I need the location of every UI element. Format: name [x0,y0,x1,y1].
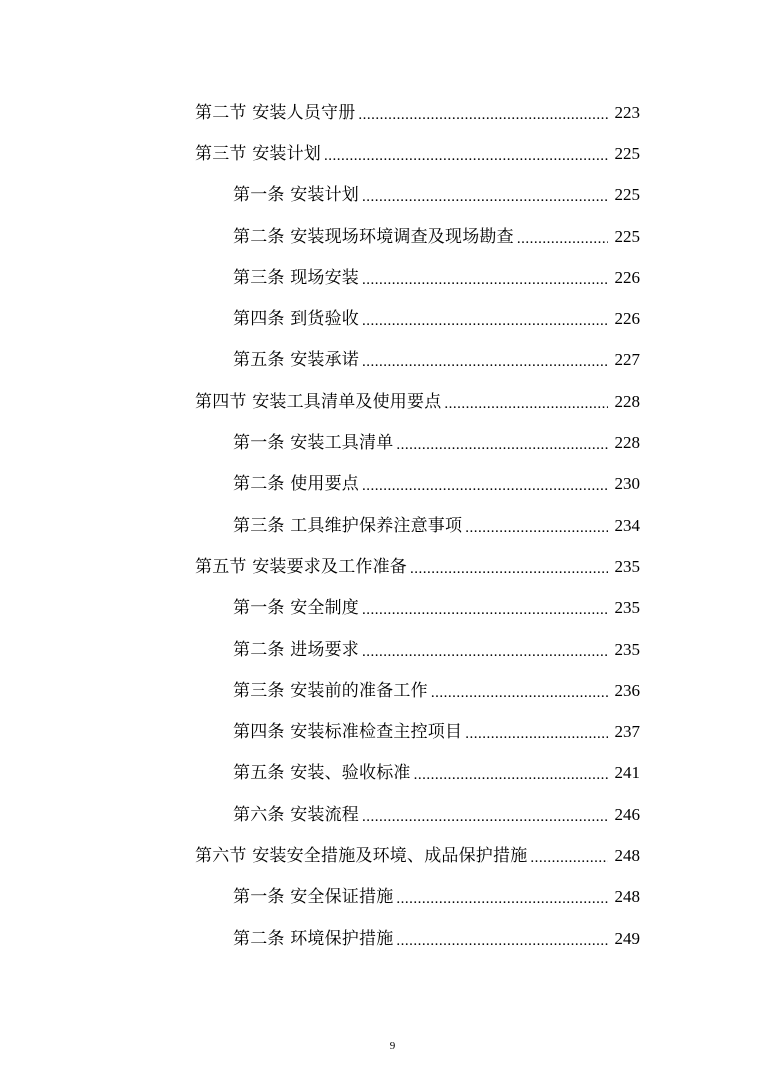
dot-leader [465,724,608,744]
toc-entry-title: 第五条 安装承诺 [233,350,360,371]
toc-entry-title: 第四节 安装工具清单及使用要点 [195,391,442,412]
dot-leader [358,105,608,125]
toc-entry-page: 237 [614,722,640,742]
dot-leader [517,229,608,249]
dot-leader [362,352,608,372]
toc-entry-title: 第三条 工具维护保养注意事项 [233,515,463,536]
toc-entry-title: 第一条 安全保证措施 [233,887,394,908]
toc-entry-page: 235 [614,598,640,618]
dot-leader [431,683,608,703]
toc-entry-title: 第四条 到货验收 [233,309,360,330]
toc-entry-page: 248 [614,887,640,907]
toc-entry-title: 第一条 安装工具清单 [233,433,394,454]
toc-entry-title: 第五节 安装要求及工作准备 [195,556,408,577]
toc-entry-title: 第六条 安装流程 [233,804,360,825]
toc-entry-page: 225 [614,226,640,246]
toc-entry-page: 230 [614,474,640,494]
dot-leader [362,270,608,290]
toc-entry[interactable] [0,340,761,381]
toc-entry[interactable] [0,175,761,216]
toc-entry-title: 第二节 安装人员守册 [195,102,356,123]
dot-leader [362,311,608,331]
toc-entry-title: 第四条 安装标准检查主控项目 [233,722,463,743]
toc-entry-page: 235 [614,556,640,576]
toc-entry-title: 第一条 安全制度 [233,598,360,619]
toc-entry[interactable] [0,216,761,257]
toc-entry[interactable] [0,711,761,752]
toc-entry[interactable] [0,464,761,505]
dot-leader [362,187,608,207]
toc-entry[interactable] [0,588,761,629]
toc-entry-title: 第三条 安装前的准备工作 [233,680,428,701]
dot-leader [396,435,608,455]
toc-entry-page: 226 [614,309,640,329]
toc-entry-title: 第二条 环境保护措施 [233,928,394,949]
toc-entry-page: 249 [614,928,640,948]
toc-entry[interactable] [0,298,761,339]
dot-leader [362,642,608,662]
toc-entry-page: 236 [614,680,640,700]
toc-entry[interactable] [0,794,761,835]
dot-leader [362,807,608,827]
toc-entry-title: 第一条 安装计划 [233,185,360,206]
toc-entry-page: 225 [614,143,640,163]
page-number: 9 [389,1040,396,1052]
dot-leader [396,931,608,951]
toc-entry[interactable] [0,381,761,422]
dot-leader [410,559,608,579]
toc-entry[interactable] [0,629,761,670]
toc-entry[interactable] [0,257,761,298]
toc-entry-page: 248 [614,845,640,865]
toc-entry-title: 第三条 现场安装 [233,267,360,288]
toc-entry[interactable] [0,753,761,794]
toc-entry-title: 第五条 安装、验收标准 [233,763,411,784]
toc-entry[interactable] [0,546,761,587]
toc-entry[interactable] [0,918,761,959]
toc-entry[interactable] [0,92,761,133]
toc-entry-page: 246 [614,804,640,824]
dot-leader [414,765,608,785]
toc-entry[interactable] [0,422,761,463]
toc-entry-page: 241 [614,763,640,783]
toc-entry-title: 第二条 使用要点 [233,474,360,495]
dot-leader [396,889,608,909]
toc-entry[interactable] [0,670,761,711]
toc-entry[interactable] [0,835,761,876]
toc-entry-page: 226 [614,267,640,287]
toc-entry-title: 第六节 安装安全措施及环境、成品保护措施 [195,845,528,866]
toc-entry[interactable] [0,505,761,546]
dot-leader [362,600,608,620]
toc-entry-title: 第三节 安装计划 [195,143,322,164]
dot-leader [465,518,608,538]
toc-entry-page: 228 [614,433,640,453]
toc-entry-page: 223 [614,102,640,122]
toc-entry-page: 227 [614,350,640,370]
toc-entry-page: 235 [614,639,640,659]
dot-leader [362,476,608,496]
dot-leader [530,848,608,868]
dot-leader [444,394,608,414]
table-of-contents [0,92,761,959]
toc-entry-page: 234 [614,515,640,535]
toc-entry[interactable] [0,133,761,174]
toc-entry-title: 第二条 进场要求 [233,639,360,660]
dot-leader [324,146,608,166]
toc-entry[interactable] [0,877,761,918]
toc-entry-page: 228 [614,391,640,411]
toc-entry-title: 第二条 安装现场环境调查及现场勘查 [233,226,514,247]
toc-entry-page: 225 [614,185,640,205]
